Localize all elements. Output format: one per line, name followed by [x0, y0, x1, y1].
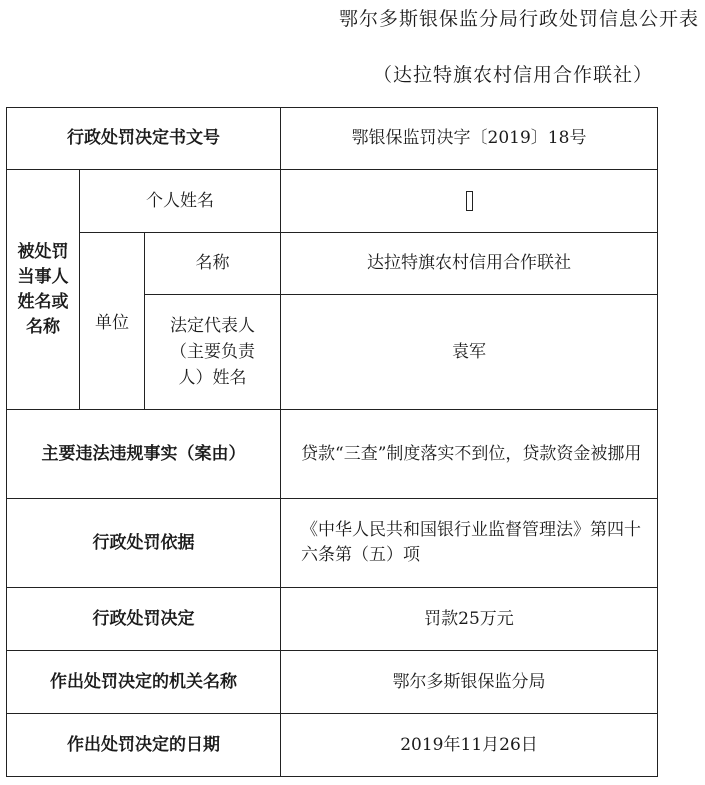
decision-no-label: 行政处罚决定书文号	[7, 108, 281, 170]
authority-value: 鄂尔多斯银保监分局	[281, 651, 658, 714]
penalty-info-table	[6, 107, 658, 777]
authority-label: 作出处罚决定的机关名称	[7, 651, 281, 714]
individual-name-label: 个人姓名	[80, 170, 281, 233]
table-row-date	[7, 714, 658, 777]
decision-no-value: 鄂银保监罚决字〔2019〕18号	[281, 108, 658, 170]
individual-name-value	[281, 170, 658, 233]
decision-label: 行政处罚决定	[7, 588, 281, 651]
unit-label: 单位	[80, 233, 145, 410]
document-title: 鄂尔多斯银保监分局行政处罚信息公开表	[338, 8, 699, 30]
decision-value: 罚款25万元	[281, 588, 658, 651]
date-label: 作出处罚决定的日期	[7, 714, 281, 777]
date-value: 2019年11月26日	[281, 714, 658, 777]
unit-name-label: 名称	[145, 233, 281, 295]
table-row-authority	[7, 651, 658, 714]
table-row-basis	[7, 499, 658, 588]
basis-label: 行政处罚依据	[7, 499, 281, 588]
violation-value: 贷款“三查”制度落实不到位，贷款资金被挪用	[281, 410, 658, 499]
table-row-decision	[7, 588, 658, 651]
basis-value: 《中华人民共和国银行业监督管理法》第四十六条第（五）项	[281, 499, 658, 588]
table-row-individual	[7, 170, 658, 233]
placeholder-glyph-icon	[466, 191, 473, 211]
legal-rep-label: 法定代表人（主要负责人）姓名	[145, 295, 281, 410]
party-label: 被处罚当事人姓名或名称	[7, 170, 80, 410]
violation-label: 主要违法违规事实（案由）	[7, 410, 281, 499]
document-subtitle: （达拉特旗农村信用合作联社）	[372, 64, 653, 86]
table-row-decision-no	[7, 108, 658, 170]
table-row-unit-name	[7, 233, 658, 295]
unit-name-value: 达拉特旗农村信用合作联社	[281, 233, 658, 295]
table-row-violation	[7, 410, 658, 499]
legal-rep-value: 袁军	[281, 295, 658, 410]
